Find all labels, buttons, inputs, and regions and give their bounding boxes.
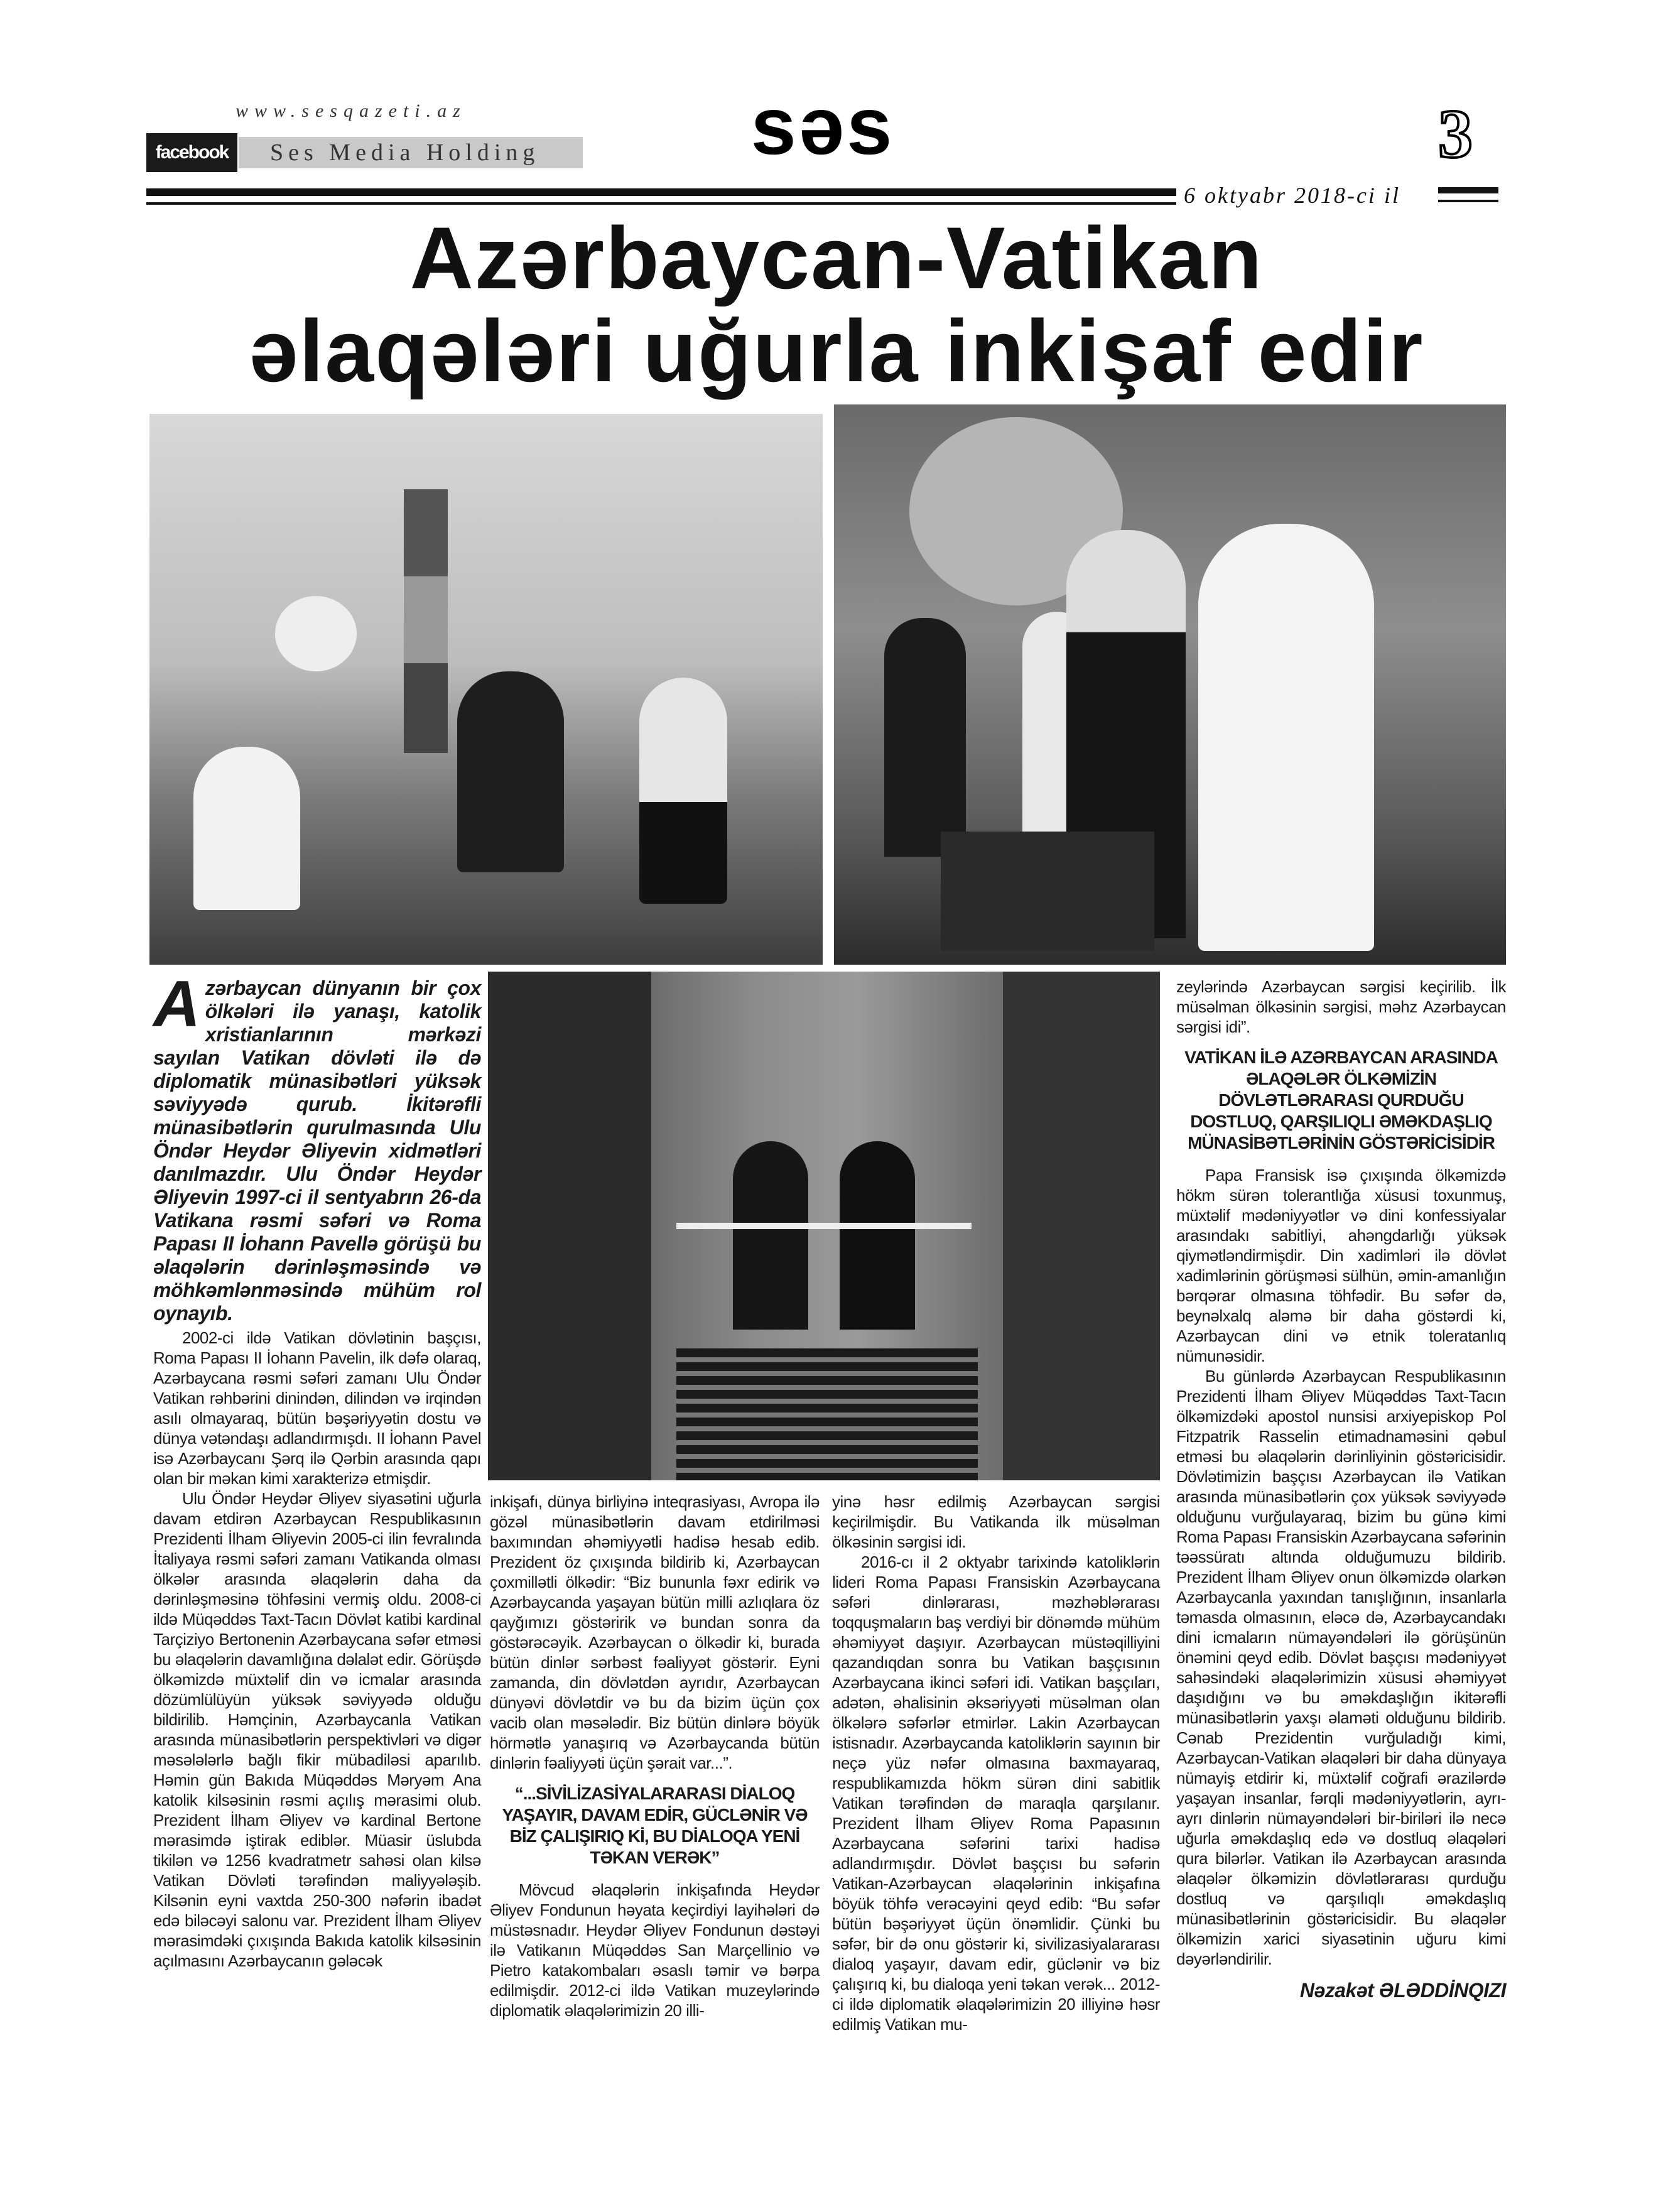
website-url: www.sesqazeti.az (236, 100, 467, 121)
subheading: VATİKAN İLƏ AZƏRBAYCAN ARASINDA ƏLAQƏLƏR ÖLKƏMİZİN DÖVLƏTLƏRARASI QURDUĞU DOSTLUQ, QARŞILIQLI ƏMƏKDAŞLIQ MÜNASİBƏTLƏRİNİN GÖSTƏRİCİSİDİR (1184, 1048, 1498, 1152)
author-byline: Nəzakət ƏLƏDDİNQIZI (1299, 1979, 1506, 2002)
flag-shape (404, 489, 448, 753)
facebook-logo: facebook (146, 133, 237, 172)
headline-line-2: əlaqələri uğurla inkişaf edir (249, 301, 1424, 400)
person-president (457, 671, 564, 872)
paragraph: Ulu Öndər Heydər Əliyev siyasətini uğurla davam etdirən Azərbaycan Respublikasının Prezidenti İlham Əliyevin 2005-ci ilin fevralında İtaliyaya rəsmi səfəri zamanı Vatikanda olması ölkələr arasında əlaqələrin daha da dərinləşməsinə töhfəsini vermiş oldu. 2008-ci ildə Müqəddəs Taxt-Tacın Dövlət katibi kardinal Tarçiziyo Bertonenin Azərbaycana səfər etməsi bu əlaqələrin davamlığına dəlalət edir. Görüşdə ölkəmizdə müxtəlif din və icmalar arasında dözümlülüyün yüksək səviyyədə olduğu bildirilib. Həmçinin, Azərbaycanla Vatikan arasında münasibətlərin perspektivləri və digər məsələlərlə bağlı fikir mübadiləsi aparılıb. Həmin gün Bakıda Müqəddəs Məryəm Ana katolik kilsəsinin rəsmi açılış mərasimi olub. Prezident İlham Əliyev və kardinal Bertone mərasimdə iştirak ediblər. Müasir üslubda tikilən və 1256 kvadratmetr sahəsi olan kilsə Vatikan Dövləti tərəfindən maliyyələşib. Kilsənin eyni vaxtda 250-300 nəfərin ibadət edə biləcəyi salonu var. Prezident İlham Əliyev mərasimdəki çıxışında Bakıda katolik kilsəsinin açılmasını Azərbaycanın gələcək (153, 1489, 481, 1970)
paragraph: zeylərində Azərbaycan sərgisi keçirilib. İlk müsəlman ölkəsinin sərgisi, məhz Azərbaycan sərgisi idi”. (1176, 977, 1506, 1036)
paragraph: 2002-ci ildə Vatikan dövlətinin başçısı, Roma Papası II İohann Pavelin, ilk dəfə olaraq, Azərbaycana rəsmi səfəri zamanı Ulu Öndər Vatikan rəhbərini dinindən, dilindən və irqindən asılı olmayaraq, bütün bəşəriyyətin dostu və dünya vətəndaşı adlandırmışdı. II İohann Pavel isə Azərbaycanı Şərq ilə Qərbin arasında qapı olan bir məkan kimi xarakterizə etmişdir. (153, 1328, 481, 1488)
person-pope (1198, 524, 1374, 951)
holding-name: Ses Media Holding (239, 137, 583, 168)
person-pope (193, 747, 300, 910)
gift-box (941, 832, 1154, 951)
drop-cap: A (153, 968, 200, 1041)
paragraph: inkişafı, dünya birliyinə inteqrasiyası, Avropa ilə gözəl münasibətlərin davam etdirilməsi baxımından əhəmiyyətli hadisə hesab edib. Prezident öz çıxışında bildirib ki, Azərbaycan çoxmillətli ölkədir: “Biz bununla fəxr edirik və Azərbaycanda yaşayan bütün milli azlıqlara öz qayğımızı göstəririk və bundan sonra da göstərəcəyik. Azərbaycan o ölkədir ki, burada bütün dinlər sərbəst fəaliyyət göstərir. Eyni zamanda, din dövlətdən ayrıdır, Azərbaycan dünyəvi dövlətdir və bu da bizim üçün çox vacib olan məsələdir. Biz bütün dinlərə böyük hörmətlə yanaşırıq və Azərbaycanda bütün dinlərin fəaliyyəti üçün şərait var...”. (490, 1492, 820, 1772)
newspaper-logo: səs (750, 80, 895, 171)
paragraph: 2016-cı il 2 oktyabr tarixində katoliklərin lideri Roma Papası Fransiskin Azərbaycana səfəri dinlərarası, məzhəblərarası toqquşmaların baş verdiyi bir dönəmdə mühüm əhəmiyyət daşıyır. Azərbaycan müstəqilliyini qazandıqdan sonra bu Vatikan başçısının Azərbaycana ikinci səfəri idi. Vatikan başçıları, adətən, əhalisinin əksəriyyəti müsəlman olan ölkələrə səfərlər etmirlər. Lakin Azərbaycan istisnadır. Azərbaycanda katoliklərin sayının bir neçə yüz nəfər olmasına baxmayaraq, respublikamızda hökm sürən dini sabitlik Vatikan tərəfindən də maraqla qarşılanır. Prezident İlham Əliyev Roma Papasının Azərbaycana səfərini tarixi hadisə adlandırmışdır. Dövlət başçısı bu səfərin Vatikan-Azərbaycan əlaqələrinin inkişafına böyük töhfə verəcəyini qeyd edib: “Bu səfər bütün bəşəriyyət üçün önəmlidir. Çünki bu səfər, bir də onu göstərir ki, sivilizasiyalararası dialoq yaşayır, davam edir, güclənir və biz çalışırıq ki, bu dialoqa yeni təkan verək... 2012-ci ildə diplomatik əlaqələrimizin 20 illiyinə həsr edilmiş Vatikan mu- (832, 1553, 1160, 2034)
person-first-lady (840, 1141, 915, 1330)
article-column-1 (153, 968, 481, 1971)
page-number: 3 (1438, 95, 1473, 172)
paragraph: Bu günlərdə Azərbaycan Respublikasının Prezidenti İlham Əliyev Müqəddəs Taxt-Tacın ölkəmizdəki apostol nunsisi arxiyepiskop Pol Fitzpatrik Rasselin etimadnaməsini qəbul etməsi bu əlaqələrin dərinliyinin göstəricisidir. Dövlətimizin başçısı Azərbaycan ilə Vatikan arasında münasibətlərin çox yüksək səviyyədə olduğunu vurğulayaraq, bizim bu günə kimi Roma Papası Fransiskin Azərbaycana səfərinin təəssüratı altında olduğumuzu bildirib. Prezident İlham Əliyev onun ölkəmizdə olarkən Azərbaycanla yaxından tanışlığının, insanlarla təmasda olmasının, eləcə də, Azərbaycandakı dini icmaların nümayəndələri ilə görüşünün önəmini qeyd edib. Dövlət başçısı mədəniyyət sahəsindəki əlaqələrimizin xüsusi əhəmiyyət daşıdığını və bu əməkdaşlığın ikitərəfli münasibətlərin yaxşı əlaməti olduğunu bildirib. Cənab Prezidentin vurğuladığı kimi, Azərbaycan-Vatikan əlaqələri bir daha dünyaya nümayiş etdirir ki, müxtəlif coğrafi ərazilərdə yaşayan insanlar, fərqli mədəniyyətlərin, ayrı-ayrı dinlərin nümayəndələri bir-biriləri ilə necə uğurla əməkdaşlıq edə və dostluq əlaqələri qura bilərlər. Vatikan ilə Azərbaycan arasında əlaqələr ölkəmizin dövlətlərarası qurduğu dostluq və qarşılıqlı əməkdaşlıq münasibətlərinin göstəricisidir. Bu əlaqələr ölkəmizin xarici siyasətinin uğuru kimi dəyərləndirilir. (1176, 1367, 1506, 1968)
article-column-2 (490, 1492, 820, 2020)
subheading-quote: “...SİVİLİZASİYALARARASI DİALOQ YAŞAYIR, DAVAM EDİR, GÜCLƏNİR VƏ BİZ ÇALIŞIRIQ Kİ, BU DİALOQA YENİ TƏKAN VERƏK” (502, 1784, 808, 1867)
date-rule-thick (1438, 187, 1498, 193)
article-column-3 (832, 1492, 1160, 2034)
paragraph: Papa Fransisk isə çıxışında ölkəmizdə hökm sürən tolerantlığa xüsusi toxunmuş, müxtəlif mədəniyyətlər və dini konfessiyalar arasındakı sabitliyi, ahəngdarlığı yüksək qiymətləndirmişdir. Din xadimləri ilə dövlət xadimlərinin görüşməsi sülhün, əmin-amanlığın bərqərar olmasına töhfədir. Bu səfər də, beynəlxalq aləmə bir daha göstərdi ki, Azərbaycan dini və etnik toleratanlıq nümunəsidir. (1176, 1166, 1506, 1365)
paragraph: yinə həsr edilmiş Azərbaycan sərgisi keçirilmişdir. Bu Vatikanda ilk müsəlman ölkəsinin sərgisi idi. (832, 1492, 1160, 1551)
issue-date: 6 oktyabr 2018-ci il (1184, 183, 1400, 208)
ribbon (676, 1223, 972, 1229)
article-column-4 (1176, 977, 1506, 2000)
header-rule-thick (146, 188, 1176, 196)
person-first-lady (639, 678, 727, 904)
photo-gift-presentation (834, 404, 1506, 965)
date-rule-thin (1438, 200, 1498, 202)
article-lead (153, 968, 481, 1325)
wall-left (488, 972, 651, 1480)
person-clergy (733, 1141, 808, 1330)
paragraph: Mövcud əlaqələrin inkişafında Heydər Əliyev Fondunun həyata keçirdiyi layihələri də müstəsnadır. Heydər Əliyev Fondunun dəstəyi ilə Vatikanın Müqəddəs San Marçellinio və Pietro katakombaları əsaslı təmir və bərpa edilmişdir. 2012-ci ildə Vatikan muzeylərində diplomatik əlaqələrimizin 20 illi- (490, 1880, 820, 2020)
photo-ribbon-cutting (488, 972, 1160, 1480)
wall-right (1003, 972, 1160, 1480)
lead-text: zərbaycan dünyanın bir çox ölkələri ilə yanaşı, katolik xristianlarının mərkəzi sayılan Vatikan dövləti ilə də diplomatik münasibətləri yüksək səviyyədə qurub. İkitərəfli münasibətlərin qurulmasında Ulu Öndər Heydər Əliyevin xidmətləri danılmazdır. Ulu Öndər Heydər Əliyevin 1997-ci il sentyabrın 26-da Vatikana rəsmi səfəri və Roma Papası II İohann Pavellə görüşü bu əlaqələrin dərinləşməsində və möhkəmlənməsində mühüm rol oynayıb. (153, 977, 481, 1325)
person-man (884, 618, 966, 857)
headline-line-1: Azərbaycan-Vatikan (409, 209, 1264, 307)
header-rule-thin (146, 202, 1176, 205)
photo-meeting-pope-president (149, 414, 823, 965)
stairs (676, 1348, 978, 1480)
flowers-shape (275, 596, 357, 671)
